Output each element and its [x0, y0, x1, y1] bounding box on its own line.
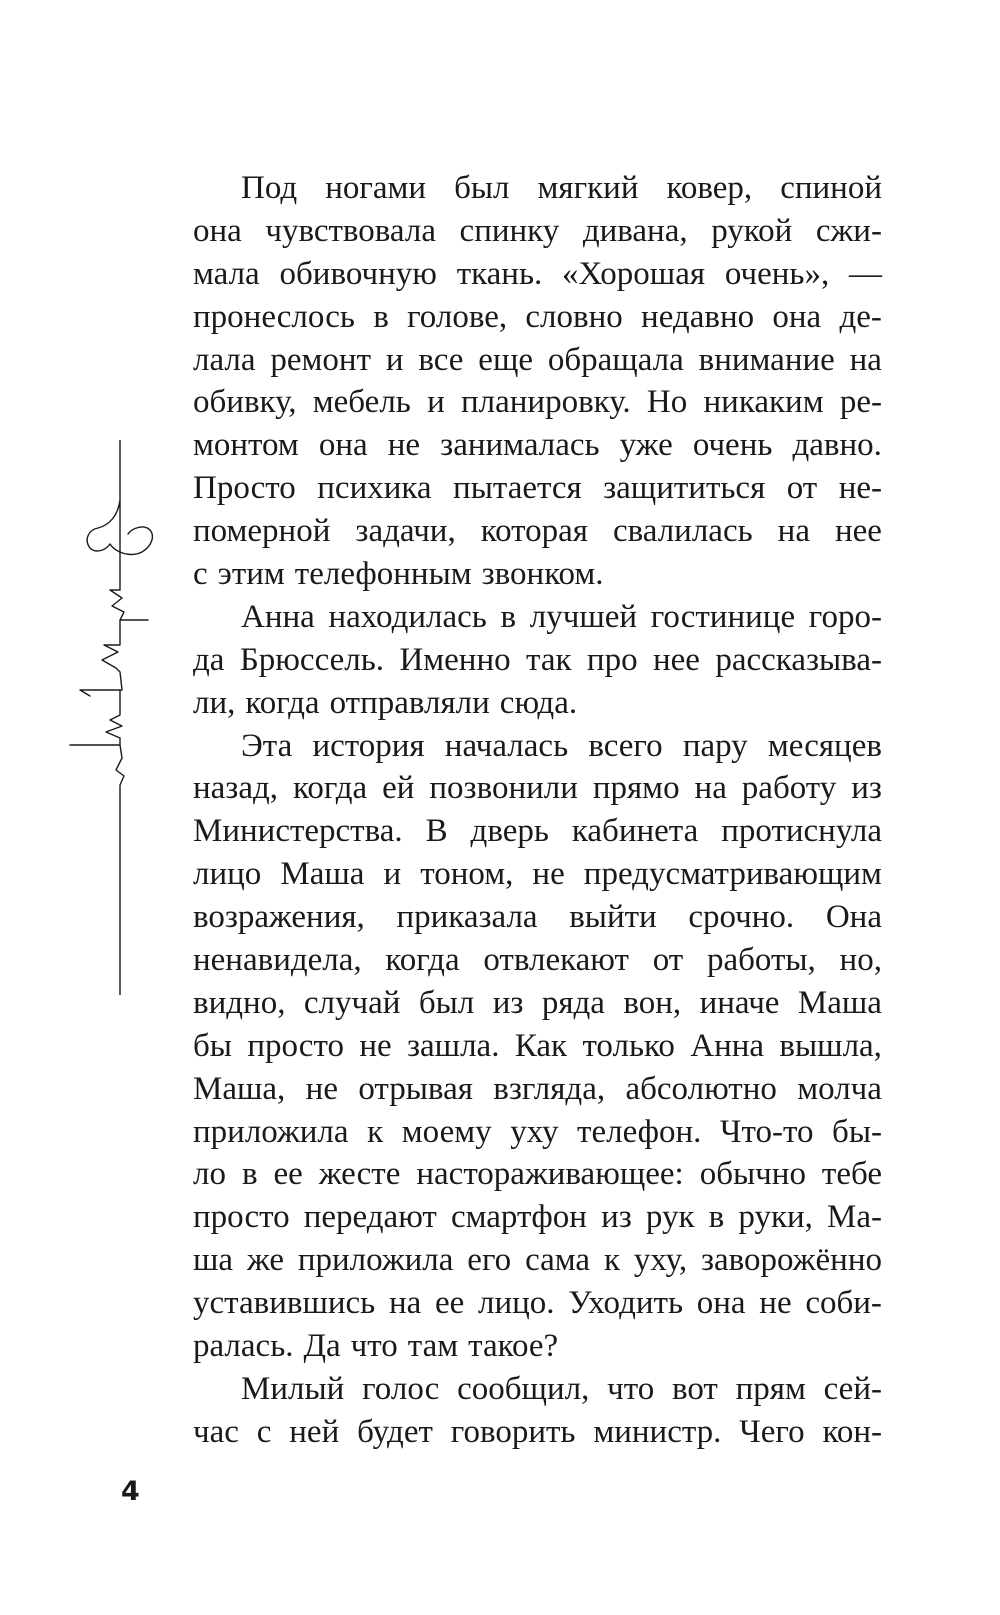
word: рассказыва- [715, 641, 882, 678]
word: но, [839, 942, 882, 979]
word: сама [525, 1242, 591, 1279]
word: из [601, 1199, 632, 1236]
word: месяцев [767, 727, 882, 764]
word: мала [193, 255, 260, 292]
text-line [193, 210, 882, 253]
word: ре- [839, 384, 882, 421]
word: пару [682, 727, 748, 764]
word: пытается [453, 470, 582, 507]
word: свалилась [612, 513, 753, 550]
word: просто [247, 1027, 344, 1064]
word: когда [385, 942, 460, 979]
word: ее [273, 1156, 303, 1193]
word: ша [193, 1242, 234, 1279]
text-line [193, 1196, 882, 1239]
word: прям [735, 1370, 806, 1407]
word: работы, [706, 942, 816, 979]
word: зашла. [406, 1027, 500, 1064]
word: находилась [328, 598, 487, 635]
word: что [350, 1328, 398, 1365]
text-line [193, 639, 882, 682]
word: только [582, 1027, 675, 1064]
word: Что-то [720, 1113, 814, 1150]
word: не- [838, 470, 882, 507]
word: бы [193, 1027, 232, 1064]
word: взгляда, [493, 1070, 606, 1107]
word: министр. [593, 1413, 722, 1450]
word: задачи, [355, 513, 456, 550]
word: и [427, 384, 445, 421]
text-line [193, 810, 882, 853]
word: сей- [823, 1370, 882, 1407]
word: в [373, 298, 389, 335]
word: которая [480, 513, 588, 550]
word: на [388, 1285, 422, 1322]
word: его [467, 1242, 512, 1279]
word: ней [289, 1413, 340, 1450]
word: нее [835, 513, 882, 550]
word: приложила [193, 1113, 349, 1150]
word: гостинице [650, 598, 796, 635]
word: видно, [193, 984, 286, 1021]
word: померной [193, 513, 331, 550]
word: настораживающее: [416, 1156, 684, 1193]
word: Анна [241, 598, 315, 635]
word: очень [692, 427, 773, 464]
word: Министерства. [193, 813, 403, 850]
word: не [532, 856, 565, 893]
word: работу [741, 770, 837, 807]
word: обычно [699, 1156, 806, 1193]
word: ненавидела, [193, 942, 362, 979]
word: и [385, 341, 404, 378]
word: что [607, 1370, 655, 1407]
word: предусматривающим [583, 856, 882, 893]
text-line [193, 682, 882, 725]
word: кабинета [571, 813, 699, 850]
text-line [193, 1153, 882, 1196]
word: Просто [193, 470, 296, 507]
text-line [193, 596, 882, 639]
word: никаким [703, 384, 824, 421]
word: планировку. [460, 384, 631, 421]
text-line [193, 510, 882, 553]
word: молча [797, 1070, 882, 1107]
word: Да [303, 1328, 341, 1365]
word: тебе [821, 1156, 882, 1193]
word: был [418, 984, 475, 1021]
word: ей [382, 770, 415, 807]
word: все [418, 341, 464, 378]
word: иначе [699, 984, 780, 1021]
word: от [652, 942, 684, 979]
word: моему [401, 1113, 492, 1150]
word: случай [303, 984, 401, 1021]
word: Именно [399, 641, 511, 678]
word: она [696, 1285, 746, 1322]
word: защититься [603, 470, 766, 507]
word: рук [645, 1199, 695, 1236]
word: де- [839, 298, 882, 335]
word: рукой [711, 212, 793, 249]
word: срочно. [688, 899, 795, 936]
word: был [454, 170, 510, 206]
word: она [772, 298, 822, 335]
word: Уходить [568, 1285, 684, 1322]
word: Как [514, 1027, 568, 1064]
word: назад, [193, 770, 279, 807]
text-line [193, 982, 882, 1025]
word: соби- [805, 1285, 882, 1322]
word: Маша [280, 856, 365, 893]
body-text [193, 167, 882, 1454]
text-line [193, 296, 882, 339]
word: уже [619, 427, 673, 464]
word: началась [444, 727, 569, 764]
word: обивочную [279, 255, 437, 292]
word: недавно [641, 298, 755, 335]
word: в [241, 1156, 258, 1193]
word: заворожённо [701, 1242, 882, 1279]
word: говорить [450, 1413, 576, 1450]
word: уставившись [193, 1285, 376, 1322]
heartbeat-line-icon [60, 440, 170, 995]
word: к [603, 1242, 621, 1279]
word: лучшей [529, 598, 638, 635]
word: Чего [739, 1413, 805, 1450]
word: в [500, 598, 517, 635]
text-line [193, 424, 882, 467]
word: занималась [440, 427, 600, 464]
word: Ма- [827, 1199, 882, 1236]
word: ковер, [666, 170, 753, 206]
word: голос [362, 1370, 440, 1407]
word: уху [510, 1113, 559, 1150]
word: от [786, 470, 818, 507]
word: просто [193, 1199, 290, 1236]
word: очень», [724, 255, 830, 292]
word: давно. [792, 427, 882, 464]
text-line [193, 1111, 882, 1154]
word: к [367, 1113, 384, 1150]
text-line [193, 1411, 882, 1454]
word: история [312, 727, 425, 764]
word: возражения, [193, 899, 365, 936]
word: когда [245, 684, 320, 721]
word: ралась. [193, 1328, 294, 1365]
word: отрывая [358, 1070, 473, 1107]
word: выйти [569, 899, 657, 936]
word: Маша, [193, 1070, 286, 1107]
word: лицо [193, 856, 262, 893]
word: из [492, 984, 524, 1021]
word: с [256, 1413, 272, 1450]
word: жесте [318, 1156, 401, 1193]
word: лала [193, 341, 256, 378]
word: этим [217, 556, 285, 593]
word: протиснула [721, 813, 882, 850]
word: же [246, 1242, 284, 1279]
word: психика [317, 470, 432, 507]
word: Она [825, 899, 882, 936]
word: на [694, 770, 727, 807]
word: позвонили [429, 770, 578, 807]
word: чувствовала [265, 212, 436, 249]
word: вон, [623, 984, 682, 1021]
page-number: 4 [121, 1476, 140, 1507]
word: бы- [832, 1113, 882, 1150]
word: Но [646, 384, 688, 421]
word: на [849, 341, 882, 378]
word: Брюссель. [239, 641, 385, 678]
word: обивку, [193, 384, 297, 421]
word: с [193, 556, 208, 593]
text-line [193, 1282, 882, 1325]
word: не [359, 1027, 392, 1064]
word: не [305, 1070, 338, 1107]
word: и [383, 856, 402, 893]
word: приказала [396, 899, 538, 936]
word: сообщил, [457, 1370, 590, 1407]
word: ло [193, 1156, 226, 1193]
word: пронеслось [193, 298, 355, 335]
word: будет [357, 1413, 433, 1450]
text-line [193, 853, 882, 896]
word: сжи- [815, 212, 882, 249]
word: на [777, 513, 810, 550]
word: не [387, 427, 421, 464]
word: в [708, 1199, 725, 1236]
word: мягкий [537, 170, 639, 206]
word: Под [241, 170, 298, 206]
text-line [193, 1325, 882, 1368]
word: смартфон [450, 1199, 587, 1236]
word: В [425, 813, 448, 850]
word: телефонным [294, 556, 472, 593]
word: абсолютно [625, 1070, 777, 1107]
word: приложила [297, 1242, 454, 1279]
word: «Хорошая [562, 255, 706, 292]
word: не [759, 1285, 792, 1322]
text-line [193, 253, 882, 296]
word: руки, [738, 1199, 813, 1236]
word: спинку [459, 212, 560, 249]
word: еще [478, 341, 534, 378]
word: сюда. [499, 684, 578, 721]
word: ремонт [270, 341, 371, 378]
word: вот [671, 1370, 718, 1407]
word: Милый [241, 1370, 345, 1407]
word: там [407, 1328, 459, 1365]
word: лицо. [477, 1285, 555, 1322]
text-line [193, 467, 882, 510]
word: монтом [193, 427, 299, 464]
text-line [193, 1025, 882, 1068]
text-line [193, 1068, 882, 1111]
word: уху, [633, 1242, 688, 1279]
text-line [193, 381, 882, 424]
word: такое? [468, 1328, 559, 1365]
word: ее [434, 1285, 465, 1322]
word: да [193, 641, 225, 678]
text-line [193, 767, 882, 810]
text-line [193, 896, 882, 939]
text-line [193, 167, 882, 210]
word: нее [652, 641, 700, 678]
word: голове, [407, 298, 508, 335]
word: Маша [797, 984, 882, 1021]
word: ряда [541, 984, 605, 1021]
word: отвлекают [483, 942, 629, 979]
word: спиной [780, 170, 882, 206]
word: Эта [241, 727, 293, 764]
word: когда [292, 770, 368, 807]
word: про [586, 641, 638, 678]
word: она [318, 427, 368, 464]
word: дивана, [582, 212, 688, 249]
word: отправляли [329, 684, 490, 721]
word: звонком. [481, 556, 604, 593]
word: так [526, 641, 572, 678]
word: Анна [690, 1027, 765, 1064]
word: горо- [808, 598, 882, 635]
word: обращала [547, 341, 684, 378]
word: она [193, 212, 242, 249]
word: кон- [822, 1413, 882, 1450]
text-line [193, 553, 882, 596]
word: прямо [592, 770, 680, 807]
word: словно [525, 298, 623, 335]
word: час [193, 1413, 239, 1450]
word: внимание [698, 341, 835, 378]
word: передают [303, 1199, 437, 1236]
word: вышла, [779, 1027, 882, 1064]
text-line [193, 1239, 882, 1282]
word: из [851, 770, 882, 807]
text-line [193, 1368, 882, 1411]
word: — [849, 255, 882, 292]
text-line [193, 339, 882, 382]
word: ли, [193, 684, 236, 721]
word: дверь [470, 813, 549, 850]
word: мебель [312, 384, 411, 421]
word: всего [588, 727, 663, 764]
word: телефон. [577, 1113, 702, 1150]
text-line [193, 939, 882, 982]
word: ткань. [456, 255, 543, 292]
word: тоном, [420, 856, 514, 893]
text-line [193, 725, 882, 768]
word: ногами [325, 170, 427, 206]
